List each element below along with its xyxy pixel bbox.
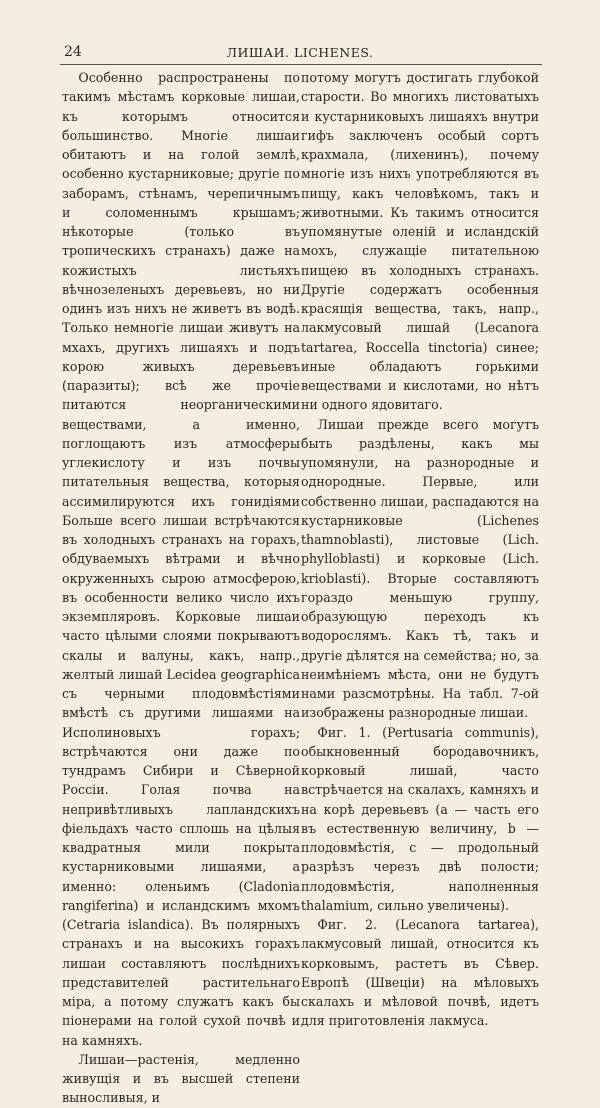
paragraph: Особенно распространены по такимъ мѣстамъ корковые лишаи, къ которымъ относится большинство. Многіе лишаи обитаютъ и на голой землѣ, особенно кустарниковые; другіе по заборамъ, стѣнамъ, черепичнымъ и соломеннымъ крышамъ; нѣкоторые (только въ тропическихъ странахъ) даже на кожистыхъ листьяхъ вѣчнозеленыхъ деревьевъ, но ни одинъ изъ нихъ не живетъ въ водѣ. Только немногіе лишаи живутъ на мхахъ, другихъ лишаяхъ и подъ корою живыхъ деревьевъ (паразиты); всѣ же прочіе питаются неорганическими веществами, а именно, поглощаютъ изъ атмосферы углекислоту и изъ почвы питательныя вещества, которыя ассимилируются ихъ гонидіями Больше всего лишаи встрѣчаются въ холодныхъ странахъ на горахъ, обдуваемыхъ вѣтрами и вѣчно окруженныхъ сырою атмосферою, въ особенности велико число ихъ экземпляровъ. Корковые лишаи часто цѣлыми слоями покрываютъ скалы и валуны, какъ, напр., желтый лишай Lecidea geographica съ черными плодовмѣстіями вмѣстѣ съ другими лишаями на Исполиновыхъ горахъ; встрѣчаются они даже по тундрамъ Сибири и Сѣверной Россіи. Голая почва на непривѣтливыхъ лапландскихъ фіельдахъ часто сплошь на цѣлыя квадратныя мили покрыта кустарниковыми лишаями, а именно: оленьимъ (Cladonia rangiferina) и исландскимъ мхомъ (Cetraria islandica). Въ полярныхъ странахъ и на высокихъ горахъ лишаи составляютъ послѣднихъ представителей растительнаго міра, а потому служатъ какъ бы піонерами на голой сухой почвѣ и на камняхъ.	[62, 70, 300, 1048]
running-head: ЛИШАИ. LICHENES.	[226, 45, 374, 60]
paragraph: потому могутъ достигать глубокой старости. Во многихъ листоватыхъ и кустарниковыхъ лишаяхъ внутри гифъ заключенъ особый сортъ крахмала, (лихенинъ), почему многіе изъ нихъ употребляются въ пищу, какъ человѣкомъ, такъ и животными. Къ такимъ относится упомянутые оленій и исландскій мохъ, служащіе питательною пищею въ холодныхъ странахъ. Другіе содержатъ особенныя красящія вещества, такъ, напр., лакмусовый лишай (Lecanora tartarea, Roccella tinctoria) синее; иные обладаютъ горькими веществами и кислотами, но нѣтъ ни одного ядовитаго.	[301, 70, 539, 413]
paragraph: Фиг. 1. (Pertusaria communis), обыкновенный бородавочникъ, корковый лишай, часто встрѣчается на скалахъ, камняхъ и на корѣ деревьевъ (a — часть его въ естественную величину, b — плодовмѣстія, c — продольный разрѣзъ черезъ двѣ полости; плодовмѣстія, наполненныя thalamium, сильно увеличены).	[301, 724, 539, 913]
paragraph: Лишаи прежде всего могутъ быть раздѣлены, какъ мы упомянули, на разнородные и однородные. Первые, или собственно лишаи, распадаются на кустарниковые (Lichenes thamnoblasti), листовые (Lich. phylloblasti) и корковые (Lich. krioblasti). Вторые составляютъ гораздо меньшую группу, образующую переходъ къ водорослямъ. Какъ тѣ, такъ и другіе дѣлятся на семейства; но, за неимѣніемъ мѣста, они не будутъ нами разсмотрѣны. На табл. 7-ой изображены разнородные лишаи.	[301, 416, 539, 721]
paragraph: Фиг. 2. (Lecanora tartarea), лакмусовый лишай, относится къ корковымъ, растетъ въ Сѣвер. Европѣ (Швеціи) на мѣловыхъ скалахъ и мѣловой почвѣ, идетъ для приготовленія лакмуса.	[301, 917, 539, 1029]
header-rule	[60, 64, 542, 65]
right-column	[301, 68, 539, 1031]
left-column	[62, 68, 300, 1108]
page-header	[56, 44, 544, 64]
paragraph: Лишаи—растенія, медленно живущія и въ высшей степени выносливыя, и	[62, 1051, 300, 1106]
page-number: 24	[64, 44, 82, 60]
